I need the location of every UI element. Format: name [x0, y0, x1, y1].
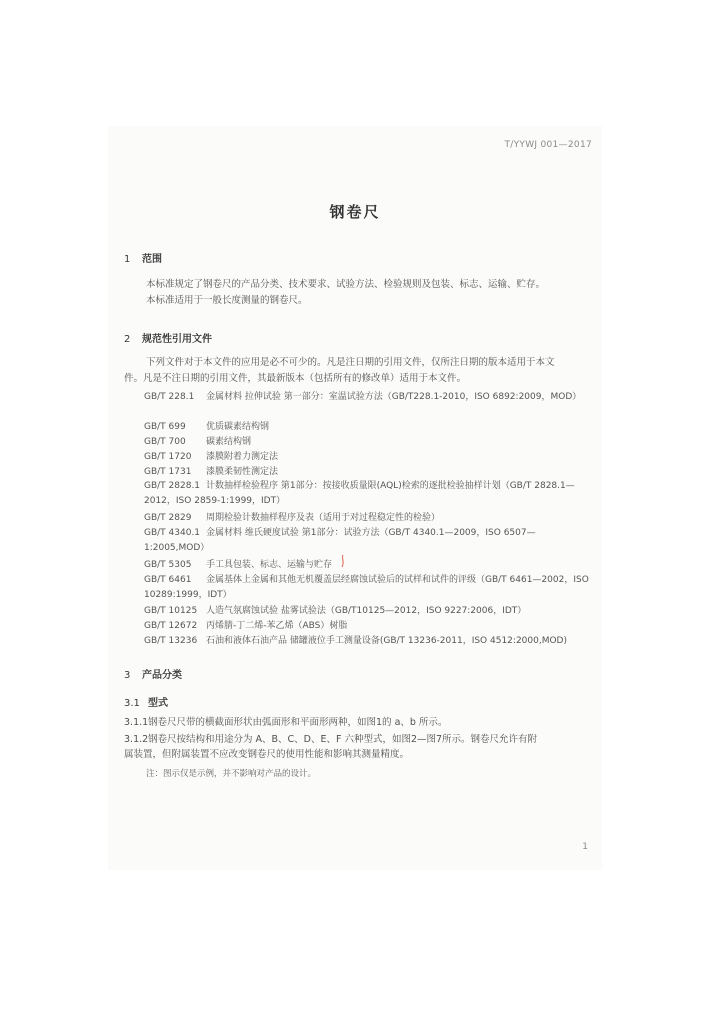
reference-item — [144, 420, 269, 434]
figure-note: 注：图示仅是示例，并不影响对产品的设计。 — [146, 769, 317, 779]
reference-item — [144, 450, 278, 464]
reference-item — [144, 435, 251, 449]
references-intro-line-2: 件。凡是不注日期的引用文件，其最新版本（包括所有的修改单）适用于本文件。 — [124, 373, 467, 384]
reference-code: GB/T 4340.1 — [144, 528, 201, 538]
reference-text: 漆膜柔韧性测定法 — [206, 467, 279, 477]
clause-number: 3.1.1 — [124, 717, 149, 728]
reference-text: 金属基体上金属和其他无机覆盖层经腐蚀试验后的试样和试件的评级（GB/T 6461—2002，ISO 10289:1999，IDT） — [144, 575, 589, 600]
reference-code: GB/T 1731 — [144, 467, 192, 477]
reference-code: GB/T 228.1 — [144, 392, 195, 402]
document-title: 钢卷尺 — [329, 203, 381, 221]
section-number: 3 — [124, 670, 131, 681]
reference-code: GB/T 6461 — [144, 575, 192, 585]
reference-text: 碳素结构钢 — [206, 437, 252, 447]
reference-text: 人造气氛腐蚀试验 盐雾试验法（GB/T10125—2012，ISO 9227:2006，IDT） — [206, 606, 527, 616]
section-2-heading — [124, 330, 212, 345]
clause-3-1-2 — [124, 733, 537, 748]
reference-item — [144, 511, 440, 525]
reference-item — [144, 526, 596, 555]
reference-item — [144, 479, 596, 508]
clause-text: 钢卷尺按结构和用途分为 A、B、C、D、E、F 六种型式，如图2—图7所示。钢卷尺允许有附 — [148, 734, 538, 745]
reference-code: GB/T 10125 — [144, 606, 198, 616]
reference-code: GB/T 2829 — [144, 513, 192, 523]
reference-text: 石油和液体石油产品 储罐液位手工测量设备(GB/T 13236-2011，ISO 4512:2000,MOD) — [206, 636, 567, 646]
reference-item — [144, 465, 278, 479]
section-title: 型式 — [148, 698, 168, 709]
section-number: 1 — [124, 254, 131, 265]
reference-text: 计数抽样检验程序 第1部分：按接收质量限(AQL)检索的逐批检验抽样计划（GB/T 2828.1—2012，ISO 2859-1:1999，IDT） — [144, 481, 575, 506]
reference-code: GB/T 13236 — [144, 636, 198, 646]
section-1-heading — [124, 250, 162, 265]
reference-text: 周期检验计数抽样程序及表（适用于对过程稳定性的检验） — [206, 513, 441, 523]
section-3-1-heading — [124, 694, 168, 709]
section-title: 产品分类 — [142, 670, 182, 681]
clause-3-1-1 — [124, 716, 447, 731]
section-title: 规范性引用文件 — [142, 334, 212, 345]
section-number: 2 — [124, 334, 131, 345]
page-number: 1 — [582, 842, 588, 852]
reference-code: GB/T 1720 — [144, 452, 192, 462]
section-title: 范围 — [142, 254, 162, 265]
document-page — [108, 126, 602, 870]
reference-text: 金属材料 拉伸试验 第一部分：室温试验方法（GB/T228.1-2010，ISO 6892:2009，MOD） — [206, 392, 582, 402]
reference-text: 优质碳素结构钢 — [206, 422, 270, 432]
scope-paragraph-2: 本标准适用于一般长度测量的钢卷尺。 — [146, 295, 308, 306]
reference-text: 金属材料 维氏硬度试验 第1部分：试验方法（GB/T 4340.1—2009，ISO 6507—1:2005,MOD） — [144, 528, 536, 553]
reference-code: GB/T 700 — [144, 437, 186, 447]
section-3-heading — [124, 666, 182, 681]
clause-number: 3.1.2 — [124, 734, 149, 745]
reference-item — [144, 573, 596, 602]
reference-item — [144, 604, 526, 618]
pen-mark — [340, 554, 346, 568]
reference-text: 手工具包装、标志、运输与贮存 — [206, 560, 333, 570]
reference-text: 漆膜附着力测定法 — [206, 452, 279, 462]
reference-code: GB/T 12672 — [144, 621, 198, 631]
section-number: 3.1 — [124, 698, 140, 709]
reference-item — [144, 558, 332, 572]
scope-paragraph-1: 本标准规定了钢卷尺的产品分类、技术要求、试验方法、检验规则及包装、标志、运输、贮存。 — [146, 279, 546, 290]
reference-code: GB/T 699 — [144, 422, 186, 432]
clause-3-1-2-continued: 属装置，但附属装置不应改变钢卷尺的使用性能和影响其测量精度。 — [124, 749, 410, 760]
clause-text: 钢卷尺尺带的横截面形状由弧面形和平面形两种，如图1的 a、b 所示。 — [148, 717, 448, 728]
reference-text: 丙烯腈-丁二烯-苯乙烯（ABS）树脂 — [206, 621, 348, 631]
document-code: T/YYWJ 001—2017 — [504, 140, 592, 150]
reference-item — [144, 390, 596, 405]
references-intro-line-1: 下列文件对于本文件的应用是必不可少的。凡是注日期的引用文件，仅所注日期的版本适用于本文 — [146, 357, 555, 368]
reference-code: GB/T 2828.1 — [144, 481, 201, 491]
reference-item — [144, 634, 567, 648]
reference-item — [144, 619, 347, 633]
reference-code: GB/T 5305 — [144, 560, 192, 570]
